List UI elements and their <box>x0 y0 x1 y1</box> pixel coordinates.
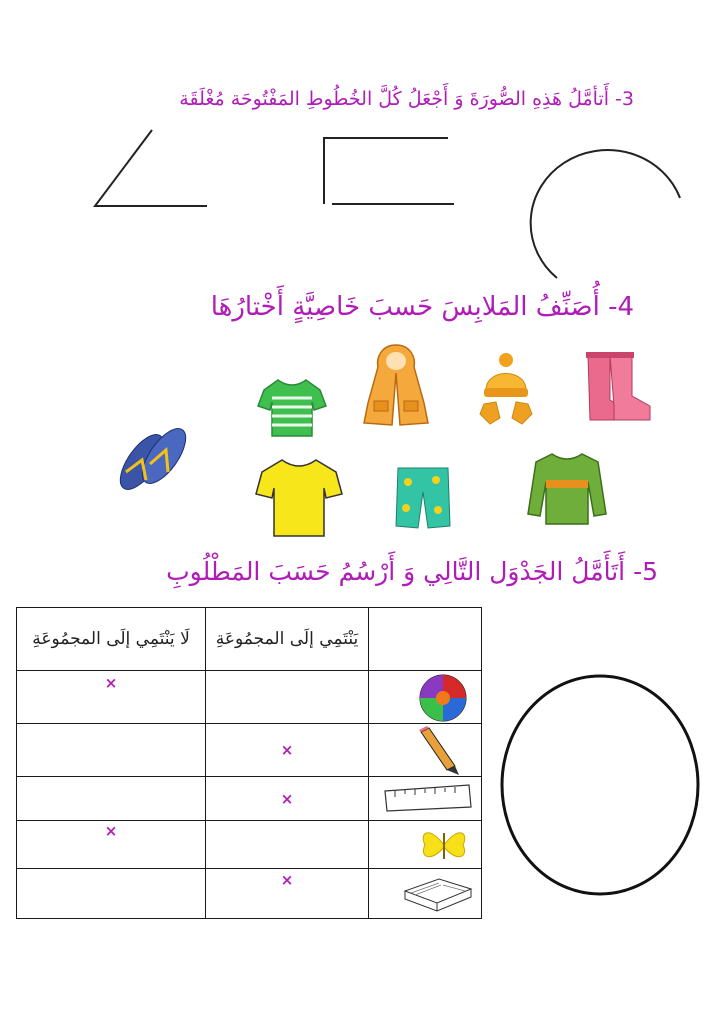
cell-not-belongs[interactable]: × <box>17 821 206 869</box>
row-item-cell <box>369 821 482 869</box>
question-4-heading: 4- أُصَنِّفُ المَلابِسَ حَسبَ خَاصِيَّةٍ أَخْتارُهَا <box>210 292 634 322</box>
cell-belongs[interactable]: × <box>206 724 369 777</box>
open-rectangle-shape[interactable] <box>318 130 460 212</box>
cell-belongs[interactable]: × <box>206 777 369 821</box>
ball-icon <box>417 673 469 723</box>
question-5-heading: 5- أَتَأَمَّلُ الجَدْوَل التَّالِي وَ أَرْسُمُ حَسَبَ المَطْلُوبِ <box>166 557 658 586</box>
winter-hat-and-gloves-icon <box>476 352 536 426</box>
row-item-cell <box>369 724 482 777</box>
sweater-icon <box>526 448 608 530</box>
butterfly-icon <box>417 823 471 867</box>
row-item-cell <box>369 671 482 724</box>
header-not-belongs: لَا يَنْتَمِي إلَى المجمُوعَةِ <box>17 608 206 671</box>
cell-belongs[interactable] <box>206 671 369 724</box>
drawing-circle[interactable] <box>500 674 704 900</box>
cell-not-belongs[interactable] <box>17 777 206 821</box>
cell-belongs[interactable]: × <box>206 869 369 919</box>
classification-table <box>16 607 482 919</box>
rain-boots-icon <box>580 350 656 428</box>
pencil-icon <box>415 726 463 776</box>
book-icon <box>401 871 475 917</box>
cell-belongs[interactable] <box>206 821 369 869</box>
row-item-cell <box>369 777 482 821</box>
flip-flops-icon <box>112 420 194 498</box>
question-3-heading: 3- أَتأمَّلُ هَذِهِ الصُّورَةَ وَ أَجْعَلُ كُلَّ الخُطُوطِ المَفْتُوحَة مُغْلَقَة <box>179 88 634 110</box>
row-item-cell <box>369 869 482 919</box>
header-item <box>369 608 482 671</box>
green-tshirt-icon <box>256 376 328 440</box>
open-angle-shape[interactable] <box>88 124 212 214</box>
cell-not-belongs[interactable]: × <box>17 671 206 724</box>
yellow-tshirt-icon <box>254 456 344 540</box>
ruler-icon <box>381 781 475 815</box>
swim-shorts-icon <box>392 462 454 532</box>
open-circle-shape[interactable] <box>520 136 690 286</box>
cell-not-belongs[interactable] <box>17 724 206 777</box>
cell-not-belongs[interactable] <box>17 869 206 919</box>
raincoat-icon <box>360 343 432 429</box>
header-belongs: يَنْتَمِي إلَى المجمُوعَةِ <box>206 608 369 671</box>
